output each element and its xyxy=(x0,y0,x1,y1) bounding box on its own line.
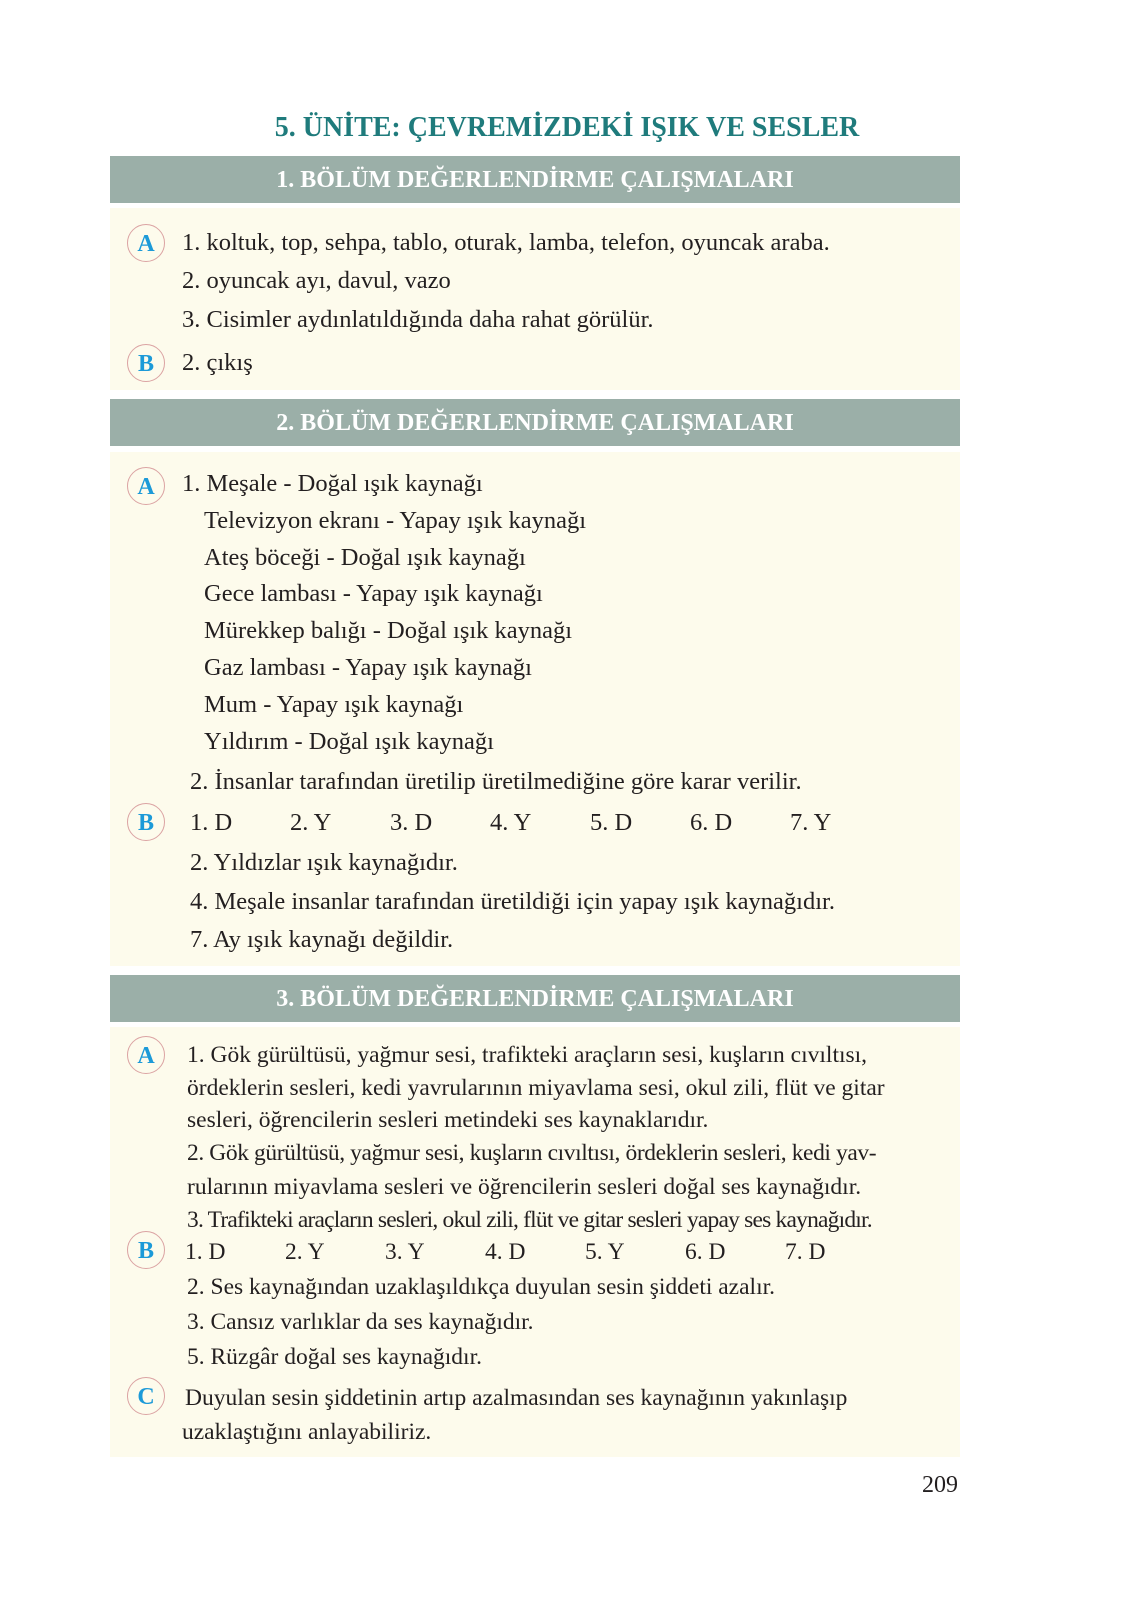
answer-item: 7. Y xyxy=(790,809,832,836)
answer-line: ördeklerin sesleri, kedi yavrularının miyavlama sesi, okul zili, flüt ve gitar xyxy=(187,1075,885,1101)
answer-line: Mürekkep balığı - Doğal ışık kaynağı xyxy=(204,617,573,644)
badge-c: C xyxy=(127,1377,165,1415)
badge-b: B xyxy=(127,344,165,382)
answer-item: 7. D xyxy=(785,1239,826,1265)
answer-line: 1. Gök gürültüsü, yağmur sesi, trafikteki araçların sesi, kuşların cıvıltısı, xyxy=(187,1042,868,1068)
answer-line: 1. koltuk, top, sehpa, tablo, oturak, lamba, telefon, oyuncak araba. xyxy=(182,229,830,256)
answer-line: 2. Gök gürültüsü, yağmur sesi, kuşların cıvıltısı, ördeklerin sesleri, kedi yav- xyxy=(187,1140,877,1166)
badge-a: A xyxy=(127,467,165,505)
answer-line: 2. İnsanlar tarafından üretilip üretilmediğine göre karar verilir. xyxy=(190,768,802,795)
answer-item: 1. D xyxy=(190,809,233,836)
unit-title: 5. ÜNİTE: ÇEVREMİZDEKİ IŞIK VE SESLER xyxy=(274,112,860,143)
answer-line: 5. Rüzgâr doğal ses kaynağıdır. xyxy=(187,1344,482,1370)
answer-line: 1. Meşale - Doğal ışık kaynağı xyxy=(182,470,483,497)
answer-item: 5. Y xyxy=(585,1239,625,1265)
answer-line: 2. oyuncak ayı, davul, vazo xyxy=(182,267,451,294)
answer-line: 2. Yıldızlar ışık kaynağıdır. xyxy=(190,849,458,876)
answer-line: 3. Cisimler aydınlatıldığında daha rahat görülür. xyxy=(182,306,654,333)
answer-item: 4. D xyxy=(485,1239,526,1265)
badge-a: A xyxy=(127,1036,165,1074)
answer-item: 6. D xyxy=(690,809,733,836)
page-number: 209 xyxy=(922,1472,958,1498)
answer-line: 2. çıkış xyxy=(182,349,253,376)
section-1-header: 1. BÖLÜM DEĞERLENDİRME ÇALIŞMALARI xyxy=(110,156,960,203)
answer-line: uzaklaştığını anlayabiliriz. xyxy=(182,1419,432,1445)
badge-b: B xyxy=(127,803,165,841)
answer-line: Ateş böceği - Doğal ışık kaynağı xyxy=(204,544,526,571)
badge-b: B xyxy=(127,1231,165,1269)
answer-line: 3. Cansız varlıklar da ses kaynağıdır. xyxy=(187,1309,534,1335)
answer-item: 6. D xyxy=(685,1239,726,1265)
answer-line: Televizyon ekranı - Yapay ışık kaynağı xyxy=(204,507,587,534)
answer-line: Yıldırım - Doğal ışık kaynağı xyxy=(204,728,494,755)
answer-line: Gaz lambası - Yapay ışık kaynağı xyxy=(204,654,532,681)
badge-a: A xyxy=(127,224,165,262)
answer-line: 4. Meşale insanlar tarafından üretildiği için yapay ışık kaynağıdır. xyxy=(190,888,835,915)
answer-line: 2. Ses kaynağından uzaklaşıldıkça duyulan sesin şiddeti azalır. xyxy=(187,1274,776,1300)
answer-item: 1. D xyxy=(185,1239,226,1265)
section-3-header: 3. BÖLÜM DEĞERLENDİRME ÇALIŞMALARI xyxy=(110,975,960,1022)
answer-line: rularının miyavlama sesleri ve öğrencilerin sesleri doğal ses kaynağıdır. xyxy=(187,1174,862,1200)
answer-item: 2. Y xyxy=(290,809,332,836)
answer-line: sesleri, öğrencilerin sesleri metindeki ses kaynaklarıdır. xyxy=(187,1107,709,1133)
section-2-header: 2. BÖLÜM DEĞERLENDİRME ÇALIŞMALARI xyxy=(110,399,960,446)
answer-line: Duyulan sesin şiddetinin artıp azalmasından ses kaynağının yakınlaşıp xyxy=(185,1385,848,1411)
answer-line: 7. Ay ışık kaynağı değildir. xyxy=(190,926,454,953)
answer-item: 2. Y xyxy=(285,1239,325,1265)
answer-item: 5. D xyxy=(590,809,633,836)
answer-item: 3. D xyxy=(390,809,433,836)
answer-item: 4. Y xyxy=(490,809,532,836)
answer-line: 3. Trafikteki araçların sesleri, okul zili, flüt ve gitar sesleri yapay ses kaynağıdır. xyxy=(187,1207,872,1233)
answer-line: Gece lambası - Yapay ışık kaynağı xyxy=(204,580,543,607)
answer-item: 3. Y xyxy=(385,1239,425,1265)
answer-line: Mum - Yapay ışık kaynağı xyxy=(204,691,464,718)
